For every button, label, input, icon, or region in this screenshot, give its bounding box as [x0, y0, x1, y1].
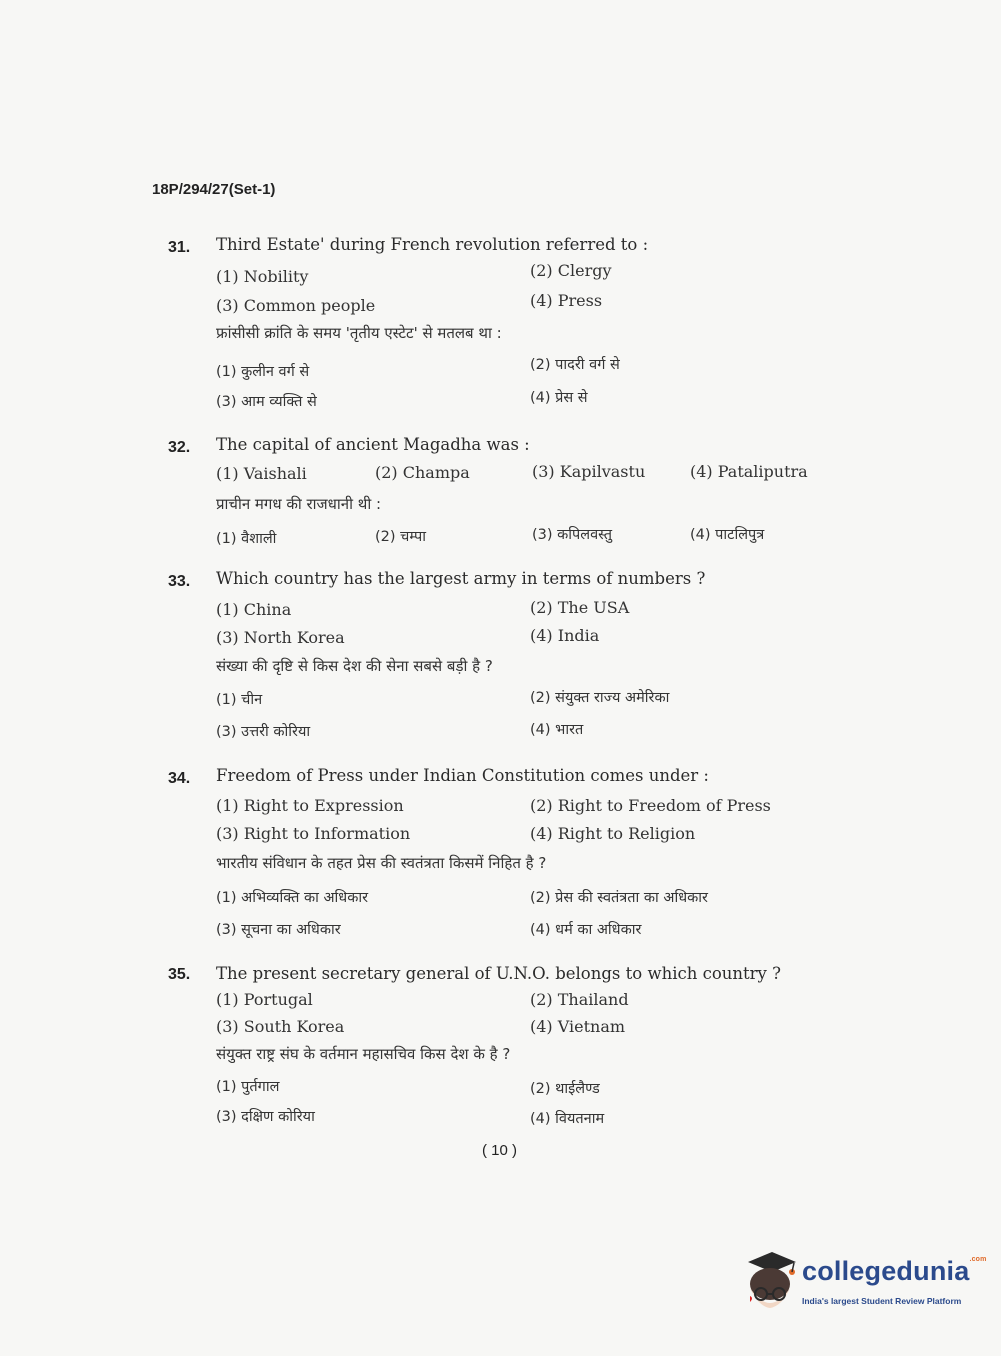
option-2-hindi: (2) संयुक्त राज्य अमेरिका: [530, 690, 670, 706]
option-4: (4) Pataliputra: [690, 462, 808, 481]
brand-suffix: .com: [969, 1256, 987, 1263]
option-3: (3) North Korea: [216, 628, 345, 647]
option-2: (2) Right to Freedom of Press: [530, 796, 771, 815]
option-1-hindi: (1) पुर्तगाल: [216, 1079, 280, 1095]
option-4-hindi: (4) वियतनाम: [530, 1111, 605, 1127]
option-3: (3) Right to Information: [216, 824, 411, 843]
question-number: 34.: [168, 770, 191, 787]
question-text: The capital of ancient Magadha was :: [216, 435, 530, 454]
question-text-hindi: संयुक्त राष्ट्र संघ के वर्तमान महासचिव किस देश के है ?: [216, 1045, 511, 1063]
question-number: 33.: [168, 573, 191, 590]
option-1-hindi: (1) वैशाली: [216, 531, 277, 547]
mascot-icon: [742, 1248, 800, 1314]
option-1: (1) Vaishali: [216, 464, 307, 483]
option-2: (2) The USA: [530, 598, 630, 617]
option-3: (3) Common people: [216, 296, 376, 315]
brand-name-text: collegedunia: [802, 1256, 970, 1286]
question-text-hindi: संख्या की दृष्टि से किस देश की सेना सबसे बड़ी है ?: [216, 657, 493, 675]
option-1-hindi: (1) चीन: [216, 692, 263, 708]
question-text-hindi: भारतीय संविधान के तहत प्रेस की स्वतंत्रता किसमें निहित है ?: [216, 854, 547, 872]
option-2: (2) Thailand: [530, 990, 629, 1009]
question-text: Freedom of Press under Indian Constitution comes under :: [216, 766, 709, 785]
option-4: (4) Right to Religion: [530, 824, 696, 843]
option-4: (4) Press: [530, 291, 603, 310]
option-3-hindi: (3) दक्षिण कोरिया: [216, 1109, 315, 1125]
option-4-hindi: (4) प्रेस से: [530, 390, 588, 406]
option-3-hindi: (3) कपिलवस्तु: [532, 527, 613, 543]
option-4: (4) India: [530, 626, 600, 645]
option-4-hindi: (4) भारत: [530, 722, 584, 738]
option-3-hindi: (3) सूचना का अधिकार: [216, 922, 341, 938]
option-1: (1) Right to Expression: [216, 796, 404, 815]
page-number: ( 10 ): [482, 1142, 518, 1159]
question-text: Which country has the largest army in terms of numbers ?: [216, 569, 706, 588]
question-text: Third Estate' during French revolution referred to :: [216, 235, 649, 254]
paper-code: 18P/294/27(Set-1): [152, 181, 276, 198]
option-2-hindi: (2) प्रेस की स्वतंत्रता का अधिकार: [530, 890, 708, 906]
question-number: 31.: [168, 239, 191, 256]
option-3: (3) Kapilvastu: [532, 462, 646, 481]
option-4: (4) Vietnam: [530, 1017, 626, 1036]
option-1: (1) Nobility: [216, 267, 309, 286]
collegedunia-watermark: [742, 1248, 987, 1318]
option-3: (3) South Korea: [216, 1017, 345, 1036]
option-1-hindi: (1) कुलीन वर्ग से: [216, 364, 310, 380]
option-3-hindi: (3) आम व्यक्ति से: [216, 394, 317, 410]
option-4-hindi: (4) पाटलिपुत्र: [690, 527, 765, 543]
option-1: (1) China: [216, 600, 292, 619]
question-number: 32.: [168, 439, 191, 456]
question-text-hindi: प्राचीन मगध की राजधानी थी :: [216, 495, 382, 513]
option-4-hindi: (4) धर्म का अधिकार: [530, 922, 642, 938]
brand-name: [802, 1256, 987, 1287]
question-number: 35.: [168, 966, 191, 983]
option-3-hindi: (3) उत्तरी कोरिया: [216, 724, 311, 740]
option-1-hindi: (1) अभिव्यक्ति का अधिकार: [216, 890, 369, 906]
option-2: (2) Champa: [375, 463, 470, 482]
option-1: (1) Portugal: [216, 990, 313, 1009]
question-text-hindi: फ्रांसीसी क्रांति के समय 'तृतीय एस्टेट' से मतलब था :: [216, 324, 502, 342]
option-2-hindi: (2) पादरी वर्ग से: [530, 357, 620, 373]
option-2: (2) Clergy: [530, 261, 612, 280]
option-2-hindi: (2) थाईलैण्ड: [530, 1081, 600, 1097]
option-2-hindi: (2) चम्पा: [375, 529, 426, 545]
question-text: The present secretary general of U.N.O. belongs to which country ?: [216, 964, 781, 983]
brand-tagline: India's largest Student Review Platform: [802, 1296, 962, 1306]
